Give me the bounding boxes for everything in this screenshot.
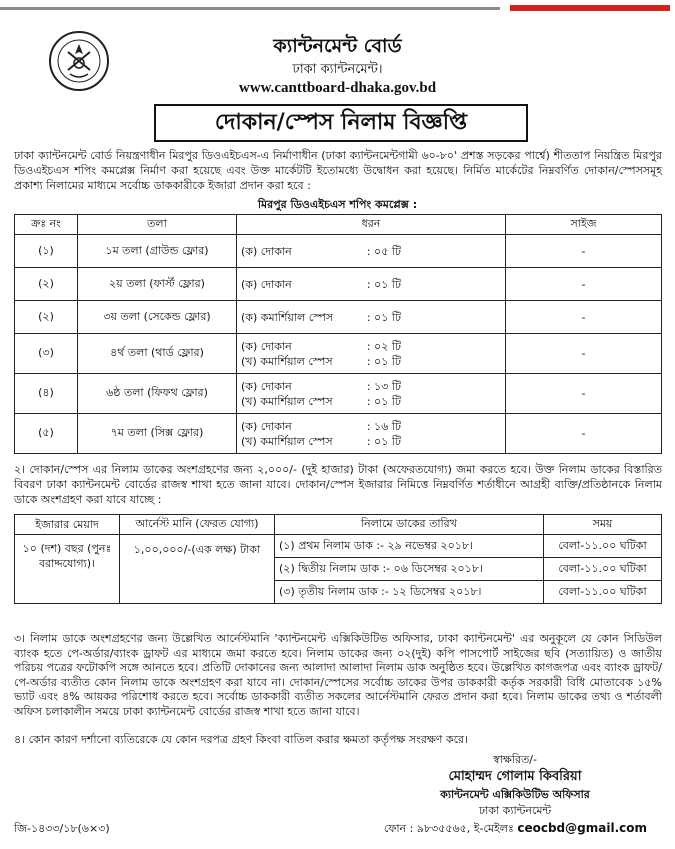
col-header-earnest-money: আর্নেস্ট মানি (ফেরত যোগ্য) (120, 515, 275, 535)
row-serial: (২) (15, 301, 78, 334)
row-type (237, 374, 506, 414)
website-link[interactable]: www.canttboard-dhaka.gov.bd (238, 80, 437, 96)
type-count: : ১৬ টি (366, 419, 401, 433)
type-count: : ০২ টি (366, 339, 401, 353)
row-size: - (506, 268, 662, 301)
type-label: (খ) কমার্শিয়াল স্পেস (241, 354, 333, 368)
org-location: ঢাকা ক্যান্টনমেন্ট। (292, 62, 383, 77)
col-header-term: ইজারার মেয়াদ (15, 515, 120, 535)
clause-4: ৪। কোন কারণ দর্শানো ব্যতিরেকে যে কোন দরপত্র গ্রহণ কিংবা বাতিল করার ক্ষমতা কর্তৃপক্ষ সংরক্ষণ করে। (14, 733, 469, 746)
lease-term: ১০ (দশ) বছর (পুনঃ বরাদ্দযোগ্য)। (15, 535, 120, 604)
col-header-serial: ক্রঃ নং (15, 215, 78, 235)
signatory-name: মোহাম্মদ গোলাম কিবরিয়া (448, 769, 582, 784)
auction-time: বেলা-১১.০০ ঘটিকা (544, 535, 662, 558)
earnest-money: ১,০০,০০০/-(এক লক্ষ) টাকা (120, 535, 275, 604)
col-header-type: ধরন (237, 215, 506, 235)
clause-3: ৩। নিলাম ডাকে অংশগ্রহণের জন্য উল্লেখিত আর্নেস্টমানি 'ক্যান্টনমেন্ট এক্সিকিউটিভ অফিসার, ঢাকা ক্যান্টনমেন্ট' এর অনুকূলে যে কোন সিডিউল ব্যাংক হতে পে-অর্ডার/ব্যাংক ড্রাফট এর মাধ্যমে জমা করতে হবে। নিলাম ডাকের জন্য ০২(দুই) কপি পাসপোর্ট সাইজের ছবি (সত্যায়িত) ও জাতীয় পরিচয় পত্রের ফটোকপি সঙ্গে আনতে হবে। প্রতিটি দোকানের জন্য আলাদা আলাদা নিলাম ডাক অনুষ্ঠিত হবে। উল্লেখিত কাগজপত্র এবং ব্যাংক ড্রাফট/পে-অর্ডার ব্যতীত কোন নিলাম ডাকে অংশগ্রহণ করা যাবে না। দোকান/স্পেসের সর্বোচ্চ ডাকের উপর ডাককারী কর্তৃক সরকারী বিধি মোতাবেক ১৫% ভ্যাট এবং ৪% আয়কর পরিশোধ করতে হবে। সর্বোচ্চ ডাককারী ব্যতীত সকলের আর্নেস্টমানি ফেরত প্রদান করা হবে। নিলাম ডাকের তথ্য ও শর্তাবলী অফিস চলাকালীন সময়ে ঢাকা ক্যান্টনমেন্ট বোর্ডের রাজস্ব শাখা হতে জানা যাবে। (14, 632, 662, 718)
type-count: : ০৫ টি (366, 244, 401, 258)
row-serial: (২) (15, 268, 78, 301)
row-type (237, 414, 506, 454)
row-size: - (506, 414, 662, 454)
type-label: (ক) কমার্শিয়াল স্পেস (241, 310, 334, 324)
table-row (15, 414, 662, 454)
row-serial: (৩) (15, 334, 78, 374)
type-count: : ০১ টি (366, 277, 401, 291)
table-row (15, 268, 662, 301)
type-label: (ক) দোকান (241, 244, 292, 258)
top-rule (0, 5, 675, 13)
notice-title: দোকান/স্পেস নিলাম বিজ্ঞপ্তি (154, 104, 528, 142)
row-type (237, 268, 506, 301)
auction-table-header (15, 515, 662, 535)
row-type (237, 235, 506, 268)
row-type (237, 334, 506, 374)
type-label: (ক) দোকান (241, 379, 292, 393)
reference-number: জি-১৪৩৩/১৮(৬×৩) (14, 822, 110, 835)
type-count: : ০১ টি (366, 394, 401, 408)
row-size: - (506, 235, 662, 268)
row-size: - (506, 301, 662, 334)
col-header-size: সাইজ (506, 215, 662, 235)
type-label: (ক) দোকান (241, 277, 292, 291)
type-label: (ক) দোকান (241, 419, 292, 433)
type-count: : ০১ টি (366, 434, 401, 448)
shop-table-header (15, 215, 662, 235)
type-count: : ০১ টি (366, 310, 401, 324)
row-floor: ৬ষ্ঠ তলা (ফিফথ ফ্লোর) (78, 374, 237, 414)
intro-paragraph: ঢাকা ক্যান্টনমেন্ট বোর্ড নিয়ন্ত্রণাধীন মিরপুর ডিওএইচএস-এ নির্মাণাধীন (ঢাকা ক্যান্টনমেন্টগামী ৬০-৮০' প্রশস্ত সড়কের পার্শ্বে) শীততাপ নিয়ন্ত্রিত মিরপুর ডিওএইচএস শপিং কমপ্লেক্স নির্মাণ করা হয়েছে এবং উক্ত মার্কেটটি ইতোমধ্যে উদ্বোধন করা হয়েছে। নির্মিত মার্কেটের নিম্নবর্ণিত দোকান/স্পেসসমূহ প্রকাশ্য নিলামের মাধ্যমে সর্বোচ্চ ডাককারীকে ইজারা প্রদান করা হবে : (14, 149, 662, 192)
email-link[interactable]: ceocbd@gmail.com (517, 821, 647, 835)
signed-label: স্বাক্ষরিত/- (493, 753, 537, 766)
type-label: (ক) দোকান (241, 339, 292, 353)
phone-text: ফোন : ৯৮৩৫৫৬৫, ই-মেইলঃ (383, 822, 514, 835)
clause-2: ২। দোকান/স্পেস এর নিলাম ডাকের অংশগ্রহণের জন্য ২,০০০/- (দুই হাজার) টাকা (অফেরতযোগ্য) জমা করতে হবে। উক্ত নিলাম ডাকের বিস্তারিত বিবরণ ঢাকা ক্যান্টনমেন্ট বোর্ডের রাজস্ব শাখা হতে জানা যাবে। দোকান/স্পেস ইজারার নিমিত্তে নিম্নবর্ণিত শর্তাধীনে আগ্রহী ব্যক্তি/প্রতিষ্ঠানকে নিলাম ডাকে অংশগ্রহণ করা যাবে যাচ্ছে : (14, 463, 662, 506)
complex-name: মিরপুর ডিওএইচএস শপিং কমপ্লেক্স : (257, 198, 418, 211)
auction-date: (২) দ্বিতীয় নিলাম ডাক :- ০৬ ডিসেম্বর ২০১৮। (275, 558, 544, 581)
row-type (237, 301, 506, 334)
signatory-designation: ক্যান্টনমেন্ট এক্সিকিউটিভ অফিসার (440, 788, 590, 801)
type-count: : ০১ টি (366, 354, 401, 368)
red-rule (510, 5, 670, 11)
row-floor: ১ম তলা (গ্রাউন্ড ফ্লোর) (78, 235, 237, 268)
col-header-time: সময় (544, 515, 662, 535)
contact-info (384, 820, 647, 839)
row-serial: (৪) (15, 374, 78, 414)
col-header-floor: তলা (78, 215, 237, 235)
org-name: ক্যান্টনমেন্ট বোর্ড (273, 35, 402, 57)
type-count: : ১৩ টি (366, 379, 401, 393)
signatory-location: ঢাকা ক্যান্টনমেন্ট (478, 804, 552, 817)
auction-time: বেলা-১১.০০ ঘটিকা (544, 581, 662, 604)
table-row (15, 301, 662, 334)
table-row (15, 334, 662, 374)
col-header-auction-date: নিলামে ডাকের তারিখ (275, 515, 544, 535)
auction-time: বেলা-১১.০০ ঘটিকা (544, 558, 662, 581)
type-label: (খ) কমার্শিয়াল স্পেস (241, 394, 333, 408)
auction-table (14, 514, 662, 604)
row-floor: ৪র্থ তলা (থার্ড ফ্লোর) (78, 334, 237, 374)
row-serial: (১) (15, 235, 78, 268)
table-row (15, 235, 662, 268)
auction-date: (৩) তৃতীয় নিলাম ডাক :- ১২ ডিসেম্বর ২০১৮। (275, 581, 544, 604)
shop-table (14, 214, 662, 454)
table-row (15, 535, 662, 558)
row-size: - (506, 334, 662, 374)
table-row (15, 374, 662, 414)
row-floor: ৩য় তলা (সেকেন্ড ফ্লোর) (78, 301, 237, 334)
row-floor: ৭ম তলা (সিক্স ফ্লোর) (78, 414, 237, 454)
auction-date: (১) প্রথম নিলাম ডাক :- ২৯ নভেম্বর ২০১৮। (275, 535, 544, 558)
row-serial: (৫) (15, 414, 78, 454)
type-label: (খ) কমার্শিয়াল স্পেস (241, 434, 333, 448)
row-size: - (506, 374, 662, 414)
row-floor: ২য় তলা (ফার্স্ট ফ্লোর) (78, 268, 237, 301)
grey-rule (0, 7, 500, 10)
